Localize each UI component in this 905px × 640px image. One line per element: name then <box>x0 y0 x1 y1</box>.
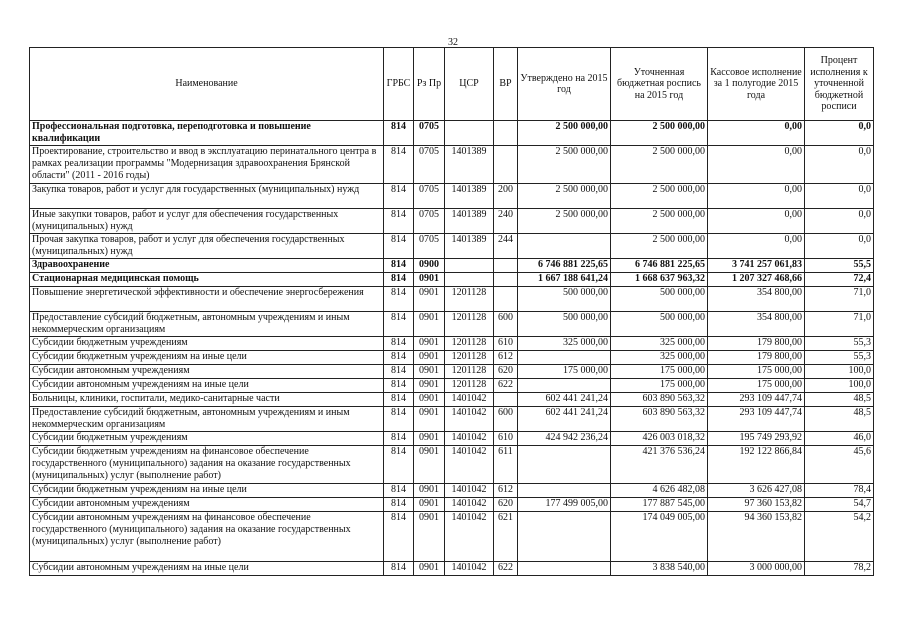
cell-rz-pr: 0901 <box>414 484 445 498</box>
cell-percent: 54,7 <box>805 498 874 512</box>
cell-csr: 1401042 <box>445 432 494 446</box>
cell-grbs: 814 <box>384 121 414 146</box>
cell-grbs: 814 <box>384 512 414 562</box>
cell-vr: 620 <box>494 365 518 379</box>
cell-vr: 200 <box>494 184 518 209</box>
table-row <box>30 184 874 209</box>
cell-executed: 179 800,00 <box>708 337 805 351</box>
cell-executed: 3 741 257 061,83 <box>708 259 805 273</box>
cell-vr: 600 <box>494 312 518 337</box>
cell-grbs: 814 <box>384 209 414 234</box>
cell-grbs: 814 <box>384 146 414 184</box>
cell-executed: 0,00 <box>708 184 805 209</box>
cell-csr: 1401042 <box>445 393 494 407</box>
cell-vr <box>494 146 518 184</box>
table-row <box>30 273 874 287</box>
cell-csr: 1401389 <box>445 146 494 184</box>
cell-percent: 72,4 <box>805 273 874 287</box>
table-row <box>30 337 874 351</box>
budget-table <box>29 47 874 576</box>
cell-grbs: 814 <box>384 393 414 407</box>
cell-revised: 174 049 005,00 <box>611 512 708 562</box>
cell-percent: 78,4 <box>805 484 874 498</box>
table-row <box>30 446 874 484</box>
cell-executed: 0,00 <box>708 209 805 234</box>
cell-percent: 48,5 <box>805 393 874 407</box>
cell-vr: 612 <box>494 351 518 365</box>
cell-executed: 3 626 427,08 <box>708 484 805 498</box>
cell-grbs: 814 <box>384 484 414 498</box>
header-revised: Уточненная бюджетная роспись на 2015 год <box>611 48 708 121</box>
cell-revised: 325 000,00 <box>611 351 708 365</box>
cell-percent: 100,0 <box>805 365 874 379</box>
cell-executed: 192 122 866,84 <box>708 446 805 484</box>
cell-vr: 600 <box>494 407 518 432</box>
cell-approved: 602 441 241,24 <box>518 393 611 407</box>
cell-grbs: 814 <box>384 234 414 259</box>
cell-revised: 603 890 563,32 <box>611 407 708 432</box>
cell-percent: 0,0 <box>805 121 874 146</box>
cell-approved: 2 500 000,00 <box>518 184 611 209</box>
cell-approved: 2 500 000,00 <box>518 146 611 184</box>
cell-vr: 610 <box>494 337 518 351</box>
cell-percent: 46,0 <box>805 432 874 446</box>
cell-grbs: 814 <box>384 432 414 446</box>
cell-name: Субсидии автономным учреждениям на иные цели <box>30 379 384 393</box>
cell-name: Стационарная медицинская помощь <box>30 273 384 287</box>
cell-grbs: 814 <box>384 337 414 351</box>
cell-revised: 4 626 482,08 <box>611 484 708 498</box>
cell-grbs: 814 <box>384 312 414 337</box>
cell-executed: 0,00 <box>708 121 805 146</box>
cell-csr: 1401389 <box>445 209 494 234</box>
cell-executed: 3 000 000,00 <box>708 562 805 576</box>
table-row <box>30 287 874 312</box>
cell-name: Субсидии автономным учреждениям <box>30 498 384 512</box>
cell-csr: 1201128 <box>445 287 494 312</box>
table-row <box>30 379 874 393</box>
table-row <box>30 351 874 365</box>
cell-csr: 1401042 <box>445 562 494 576</box>
cell-approved <box>518 351 611 365</box>
cell-rz-pr: 0901 <box>414 432 445 446</box>
cell-approved: 500 000,00 <box>518 287 611 312</box>
table-row <box>30 312 874 337</box>
cell-approved <box>518 484 611 498</box>
cell-csr: 1401042 <box>445 512 494 562</box>
header-vr: ВР <box>494 48 518 121</box>
cell-name: Субсидии автономным учреждениям на иные цели <box>30 562 384 576</box>
cell-rz-pr: 0901 <box>414 446 445 484</box>
cell-csr: 1401042 <box>445 484 494 498</box>
cell-name: Субсидии бюджетным учреждениям на иные цели <box>30 484 384 498</box>
cell-percent: 0,0 <box>805 209 874 234</box>
cell-revised: 2 500 000,00 <box>611 146 708 184</box>
header-row <box>30 48 874 121</box>
cell-rz-pr: 0705 <box>414 184 445 209</box>
table-row <box>30 146 874 184</box>
cell-revised: 6 746 881 225,65 <box>611 259 708 273</box>
cell-name: Субсидии бюджетным учреждениям на иные цели <box>30 351 384 365</box>
cell-executed: 0,00 <box>708 146 805 184</box>
cell-vr: 622 <box>494 379 518 393</box>
cell-vr <box>494 121 518 146</box>
cell-rz-pr: 0901 <box>414 379 445 393</box>
table-row <box>30 512 874 562</box>
cell-approved: 424 942 236,24 <box>518 432 611 446</box>
cell-percent: 71,0 <box>805 312 874 337</box>
header-percent: Процент исполнения к уточненной бюджетной росписи <box>805 48 874 121</box>
cell-csr: 1201128 <box>445 312 494 337</box>
cell-csr: 1401389 <box>445 184 494 209</box>
cell-revised: 426 003 018,32 <box>611 432 708 446</box>
cell-rz-pr: 0901 <box>414 365 445 379</box>
cell-grbs: 814 <box>384 407 414 432</box>
cell-rz-pr: 0900 <box>414 259 445 273</box>
cell-rz-pr: 0901 <box>414 273 445 287</box>
cell-csr: 1401042 <box>445 407 494 432</box>
cell-vr: 244 <box>494 234 518 259</box>
cell-grbs: 814 <box>384 446 414 484</box>
table-row <box>30 209 874 234</box>
cell-revised: 177 887 545,00 <box>611 498 708 512</box>
cell-revised: 2 500 000,00 <box>611 209 708 234</box>
cell-grbs: 814 <box>384 184 414 209</box>
cell-rz-pr: 0901 <box>414 562 445 576</box>
cell-grbs: 814 <box>384 498 414 512</box>
cell-percent: 0,0 <box>805 234 874 259</box>
cell-name: Больницы, клиники, госпитали, медико-санитарные части <box>30 393 384 407</box>
table-body <box>30 121 874 576</box>
cell-csr <box>445 273 494 287</box>
cell-approved: 602 441 241,24 <box>518 407 611 432</box>
cell-csr: 1401042 <box>445 446 494 484</box>
cell-csr <box>445 259 494 273</box>
cell-name: Предоставление субсидий бюджетным, автономным учреждениям и иным некоммерческим организациям <box>30 312 384 337</box>
cell-vr: 610 <box>494 432 518 446</box>
page-number: 32 <box>448 37 458 48</box>
cell-executed: 293 109 447,74 <box>708 393 805 407</box>
cell-grbs: 814 <box>384 365 414 379</box>
cell-executed: 175 000,00 <box>708 365 805 379</box>
cell-percent: 45,6 <box>805 446 874 484</box>
cell-rz-pr: 0705 <box>414 234 445 259</box>
cell-name: Субсидии бюджетным учреждениям на финансовое обеспечение государственного (муниципального) задания на оказание государственных (муниципальных) услуг (выполнение работ) <box>30 446 384 484</box>
cell-vr: 620 <box>494 498 518 512</box>
cell-approved: 6 746 881 225,65 <box>518 259 611 273</box>
cell-percent: 100,0 <box>805 379 874 393</box>
cell-vr <box>494 287 518 312</box>
cell-csr: 1201128 <box>445 365 494 379</box>
cell-grbs: 814 <box>384 379 414 393</box>
cell-percent: 55,5 <box>805 259 874 273</box>
header-approved: Утверждено на 2015 год <box>518 48 611 121</box>
cell-vr <box>494 259 518 273</box>
cell-approved: 1 667 188 641,24 <box>518 273 611 287</box>
cell-executed: 179 800,00 <box>708 351 805 365</box>
cell-rz-pr: 0901 <box>414 393 445 407</box>
cell-revised: 500 000,00 <box>611 287 708 312</box>
cell-csr: 1201128 <box>445 379 494 393</box>
cell-revised: 3 838 540,00 <box>611 562 708 576</box>
cell-rz-pr: 0901 <box>414 498 445 512</box>
cell-name: Субсидии автономным учреждениям <box>30 365 384 379</box>
cell-vr <box>494 273 518 287</box>
cell-executed: 195 749 293,92 <box>708 432 805 446</box>
cell-name: Иные закупки товаров, работ и услуг для обеспечения государственных (муниципальных) нужд <box>30 209 384 234</box>
table-row <box>30 432 874 446</box>
header-name: Наименование <box>30 48 384 121</box>
cell-rz-pr: 0901 <box>414 351 445 365</box>
cell-percent: 71,0 <box>805 287 874 312</box>
cell-csr: 1401042 <box>445 498 494 512</box>
cell-approved <box>518 512 611 562</box>
cell-approved <box>518 446 611 484</box>
cell-name: Повышение энергетической эффективности и обеспечение энергосбережения <box>30 287 384 312</box>
cell-rz-pr: 0901 <box>414 407 445 432</box>
cell-approved: 325 000,00 <box>518 337 611 351</box>
cell-approved: 175 000,00 <box>518 365 611 379</box>
cell-vr: 612 <box>494 484 518 498</box>
cell-revised: 175 000,00 <box>611 379 708 393</box>
cell-name: Закупка товаров, работ и услуг для государственных (муниципальных) нужд <box>30 184 384 209</box>
cell-csr <box>445 121 494 146</box>
cell-csr: 1201128 <box>445 351 494 365</box>
cell-rz-pr: 0705 <box>414 146 445 184</box>
cell-name: Прочая закупка товаров, работ и услуг для обеспечения государственных (муниципальных) нужд <box>30 234 384 259</box>
cell-vr: 622 <box>494 562 518 576</box>
cell-revised: 500 000,00 <box>611 312 708 337</box>
cell-revised: 2 500 000,00 <box>611 234 708 259</box>
cell-name: Здравоохранение <box>30 259 384 273</box>
cell-rz-pr: 0705 <box>414 209 445 234</box>
cell-revised: 2 500 000,00 <box>611 121 708 146</box>
cell-approved: 500 000,00 <box>518 312 611 337</box>
header-grbs: ГРБС <box>384 48 414 121</box>
cell-grbs: 814 <box>384 562 414 576</box>
cell-name: Проектирование, строительство и ввод в эксплуатацию перинатального центра в рамках реализации программы "Модернизация здравоохранения Брянской области" (2011 - 2016 годы) <box>30 146 384 184</box>
cell-percent: 54,2 <box>805 512 874 562</box>
cell-executed: 1 207 327 468,66 <box>708 273 805 287</box>
cell-rz-pr: 0901 <box>414 337 445 351</box>
table-row <box>30 407 874 432</box>
cell-vr: 240 <box>494 209 518 234</box>
cell-grbs: 814 <box>384 287 414 312</box>
cell-executed: 293 109 447,74 <box>708 407 805 432</box>
cell-grbs: 814 <box>384 273 414 287</box>
cell-vr <box>494 393 518 407</box>
cell-approved <box>518 379 611 393</box>
cell-percent: 78,2 <box>805 562 874 576</box>
cell-executed: 94 360 153,82 <box>708 512 805 562</box>
table-row <box>30 484 874 498</box>
cell-rz-pr: 0901 <box>414 312 445 337</box>
cell-grbs: 814 <box>384 259 414 273</box>
cell-revised: 175 000,00 <box>611 365 708 379</box>
cell-vr: 621 <box>494 512 518 562</box>
cell-executed: 354 800,00 <box>708 312 805 337</box>
cell-percent: 55,3 <box>805 351 874 365</box>
cell-vr: 611 <box>494 446 518 484</box>
cell-approved: 2 500 000,00 <box>518 209 611 234</box>
table-row <box>30 365 874 379</box>
cell-rz-pr: 0901 <box>414 287 445 312</box>
header-csr: ЦСР <box>445 48 494 121</box>
cell-executed: 175 000,00 <box>708 379 805 393</box>
cell-revised: 325 000,00 <box>611 337 708 351</box>
cell-percent: 0,0 <box>805 184 874 209</box>
header-rz-pr: Рз Пр <box>414 48 445 121</box>
cell-revised: 1 668 637 963,32 <box>611 273 708 287</box>
table-row <box>30 121 874 146</box>
table-row <box>30 234 874 259</box>
cell-revised: 603 890 563,32 <box>611 393 708 407</box>
cell-rz-pr: 0901 <box>414 512 445 562</box>
cell-revised: 2 500 000,00 <box>611 184 708 209</box>
cell-revised: 421 376 536,24 <box>611 446 708 484</box>
cell-approved: 2 500 000,00 <box>518 121 611 146</box>
cell-percent: 0,0 <box>805 146 874 184</box>
cell-name: Субсидии автономным учреждениям на финансовое обеспечение государственного (муниципального) задания на оказание государственных (муниципальных) услуг (выполнение работ) <box>30 512 384 562</box>
cell-csr: 1401389 <box>445 234 494 259</box>
cell-percent: 48,5 <box>805 407 874 432</box>
cell-name: Профессиональная подготовка, переподготовка и повышение квалификации <box>30 121 384 146</box>
cell-executed: 0,00 <box>708 234 805 259</box>
cell-approved: 177 499 005,00 <box>518 498 611 512</box>
table-row <box>30 259 874 273</box>
table-row <box>30 498 874 512</box>
cell-approved <box>518 562 611 576</box>
cell-grbs: 814 <box>384 351 414 365</box>
cell-csr: 1201128 <box>445 337 494 351</box>
header-executed: Кассовое исполнение за 1 полугодие 2015 года <box>708 48 805 121</box>
table-row <box>30 562 874 576</box>
cell-approved <box>518 234 611 259</box>
cell-name: Субсидии бюджетным учреждениям <box>30 432 384 446</box>
cell-percent: 55,3 <box>805 337 874 351</box>
cell-name: Предоставление субсидий бюджетным, автономным учреждениям и иным некоммерческим организациям <box>30 407 384 432</box>
cell-executed: 354 800,00 <box>708 287 805 312</box>
cell-name: Субсидии бюджетным учреждениям <box>30 337 384 351</box>
table-row <box>30 393 874 407</box>
cell-executed: 97 360 153,82 <box>708 498 805 512</box>
cell-rz-pr: 0705 <box>414 121 445 146</box>
